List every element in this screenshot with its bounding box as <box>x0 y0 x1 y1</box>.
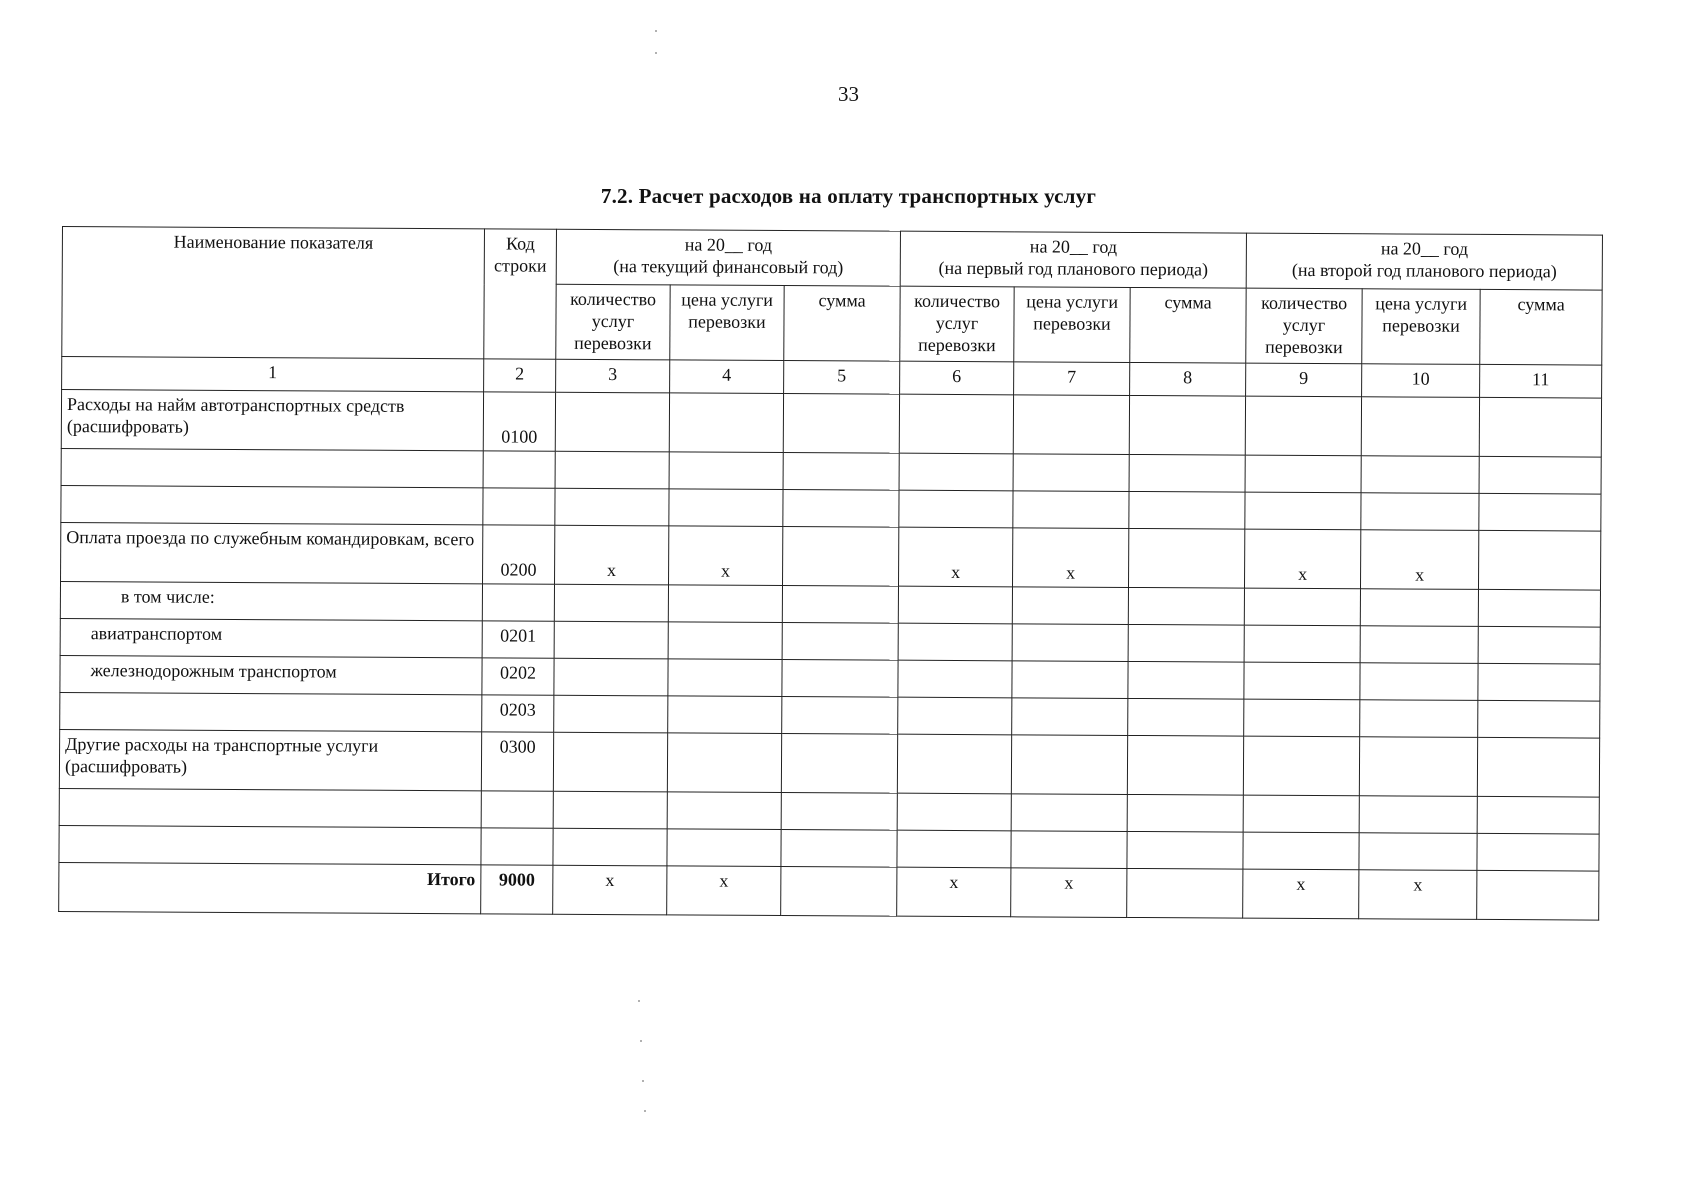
row-name <box>59 788 481 827</box>
data-cell[interactable]: x <box>897 867 1011 917</box>
data-cell[interactable] <box>1011 794 1127 832</box>
column-number: 9 <box>1246 363 1362 397</box>
data-cell[interactable] <box>1479 530 1601 590</box>
data-cell[interactable] <box>1244 625 1360 663</box>
total-label: Итого <box>59 862 481 913</box>
data-cell[interactable] <box>1128 661 1244 699</box>
row-name <box>61 448 483 487</box>
data-cell[interactable] <box>669 452 783 490</box>
data-cell[interactable]: x <box>1243 869 1359 919</box>
data-cell[interactable] <box>1477 796 1599 834</box>
column-number: 11 <box>1480 364 1602 398</box>
data-cell[interactable] <box>1244 588 1360 626</box>
data-cell[interactable] <box>781 793 897 831</box>
data-cell[interactable] <box>1013 491 1129 529</box>
data-cell[interactable] <box>668 696 782 734</box>
data-cell[interactable] <box>1244 662 1360 700</box>
subheader-quantity: количество услуг перевозки <box>556 284 670 360</box>
report-table-wrapper <box>58 226 1602 921</box>
data-cell[interactable] <box>1360 663 1478 701</box>
table-row <box>59 729 1599 797</box>
column-number: 10 <box>1362 364 1480 398</box>
data-cell[interactable] <box>783 490 899 528</box>
header-period-current <box>556 229 900 286</box>
data-cell[interactable] <box>898 586 1012 624</box>
subheader-price: цена услуги перевозки <box>1014 287 1130 363</box>
row-code: 0300 <box>481 732 553 791</box>
subheader-price: цена услуги перевозки <box>1362 289 1480 365</box>
data-cell[interactable] <box>1479 493 1601 531</box>
data-cell[interactable] <box>1478 626 1600 664</box>
row-name: в том числе: <box>60 581 482 620</box>
column-number: 7 <box>1014 362 1130 396</box>
subheader-sum: сумма <box>784 286 900 362</box>
row-code <box>483 451 555 488</box>
column-number: 5 <box>784 361 900 395</box>
data-cell[interactable] <box>782 586 898 624</box>
subheader-price: цена услуги перевозки <box>670 285 784 361</box>
scan-speck <box>655 30 657 32</box>
data-cell[interactable] <box>1359 833 1477 871</box>
data-cell[interactable] <box>1478 589 1600 627</box>
data-cell[interactable] <box>1243 832 1359 870</box>
data-cell[interactable] <box>1245 396 1361 456</box>
row-code: 0202 <box>482 658 554 695</box>
row-code <box>481 791 553 828</box>
page-number: 33 <box>838 82 859 106</box>
row-code: 0200 <box>483 525 555 584</box>
row-code <box>483 488 555 525</box>
data-cell[interactable] <box>1360 700 1478 738</box>
row-name: Другие расходы на транспортные услуги (расшифровать) <box>59 729 481 790</box>
row-name: железнодорожным транспортом <box>60 655 482 694</box>
header-indicator-name: Наименование показателя <box>62 227 485 359</box>
data-cell[interactable] <box>1012 587 1128 625</box>
data-cell[interactable]: x <box>667 866 781 916</box>
scan-speck <box>655 52 657 54</box>
column-number: 1 <box>62 357 484 392</box>
data-cell[interactable] <box>1477 833 1599 871</box>
period-first-desc: (на первый год планового периода) <box>938 257 1209 280</box>
data-cell[interactable] <box>554 584 668 622</box>
period-second-year: на 20__ год <box>1380 238 1469 259</box>
data-cell[interactable] <box>1244 699 1360 737</box>
data-cell[interactable] <box>899 394 1013 454</box>
data-cell[interactable] <box>781 830 897 868</box>
row-name <box>61 485 483 524</box>
period-current-desc: (на текущий финансовый год) <box>613 256 844 278</box>
data-cell[interactable] <box>781 867 897 917</box>
row-name <box>59 825 481 864</box>
data-cell[interactable] <box>898 623 1012 661</box>
data-cell[interactable] <box>554 658 668 696</box>
data-cell[interactable] <box>555 488 669 526</box>
row-code <box>481 828 553 865</box>
data-cell[interactable] <box>553 732 667 792</box>
data-cell[interactable] <box>1360 589 1478 627</box>
data-cell[interactable] <box>555 392 669 452</box>
period-second-desc: (на второй год планового периода) <box>1291 259 1557 282</box>
data-cell[interactable] <box>554 695 668 733</box>
data-cell[interactable] <box>667 733 781 793</box>
data-cell[interactable] <box>1479 397 1601 457</box>
data-cell[interactable] <box>1478 663 1600 701</box>
column-number: 4 <box>670 360 784 394</box>
total-code: 9000 <box>481 865 553 914</box>
data-cell[interactable] <box>1129 491 1245 529</box>
data-cell[interactable] <box>782 660 898 698</box>
data-cell[interactable] <box>897 830 1011 868</box>
subheader-quantity: количество услуг перевозки <box>1246 288 1362 364</box>
column-number: 6 <box>900 361 1014 395</box>
period-current-year: на 20__ год <box>684 234 773 255</box>
data-cell[interactable] <box>1243 795 1359 833</box>
data-cell[interactable] <box>1013 395 1129 455</box>
data-cell[interactable] <box>1361 456 1479 494</box>
data-cell[interactable] <box>668 622 782 660</box>
row-name: Оплата проезда по служебным командировкам, всего <box>61 522 483 583</box>
data-cell[interactable] <box>898 697 1012 735</box>
column-number: 3 <box>556 359 670 393</box>
column-number: 8 <box>1130 362 1246 396</box>
data-cell[interactable] <box>897 793 1011 831</box>
table-row <box>61 390 1601 458</box>
data-cell[interactable]: x <box>553 865 667 915</box>
data-cell[interactable]: x <box>1361 530 1479 590</box>
data-cell[interactable]: x <box>555 525 669 585</box>
row-name: Расходы на найм автотранспортных средств (расшифровать) <box>61 390 483 451</box>
data-cell[interactable] <box>1361 493 1479 531</box>
data-cell[interactable] <box>1359 796 1477 834</box>
data-cell[interactable] <box>668 659 782 697</box>
data-cell[interactable] <box>1479 456 1601 494</box>
data-cell[interactable]: x <box>1245 529 1361 589</box>
data-cell[interactable] <box>1129 395 1245 455</box>
header-period-second-plan <box>1246 233 1602 290</box>
data-cell[interactable] <box>1128 698 1244 736</box>
data-cell[interactable] <box>1013 454 1129 492</box>
data-cell[interactable] <box>1128 587 1244 625</box>
header-row-code: Код строки <box>484 229 557 359</box>
header-period-first-plan <box>900 231 1246 288</box>
transport-expenses-table <box>58 226 1603 921</box>
data-cell[interactable] <box>1477 870 1599 920</box>
row-code: 0201 <box>482 621 554 658</box>
column-number: 2 <box>484 359 556 392</box>
data-cell[interactable] <box>1478 700 1600 738</box>
scan-speck <box>640 1040 642 1042</box>
data-cell[interactable] <box>1245 492 1361 530</box>
row-code: 0100 <box>483 392 555 451</box>
data-cell[interactable] <box>898 660 1012 698</box>
data-cell[interactable]: x <box>1359 870 1477 920</box>
document-title: 7.2. Расчет расходов на оплату транспортных услуг <box>600 184 1097 208</box>
data-cell[interactable] <box>783 394 899 454</box>
data-cell[interactable] <box>667 792 781 830</box>
scan-speck <box>644 1110 646 1112</box>
data-cell[interactable] <box>783 527 899 587</box>
total-row <box>59 862 1599 920</box>
data-cell[interactable] <box>899 453 1013 491</box>
data-cell[interactable]: x <box>669 526 783 586</box>
subheader-sum: сумма <box>1480 289 1602 365</box>
data-cell[interactable] <box>1127 831 1243 869</box>
data-cell[interactable] <box>1127 794 1243 832</box>
data-cell[interactable] <box>1129 528 1245 588</box>
data-cell[interactable] <box>782 623 898 661</box>
data-cell[interactable] <box>1359 737 1477 797</box>
data-cell[interactable] <box>1011 735 1127 795</box>
data-cell[interactable] <box>553 791 667 829</box>
data-cell[interactable] <box>553 828 667 866</box>
data-cell[interactable] <box>1012 624 1128 662</box>
data-cell[interactable] <box>1243 736 1359 796</box>
data-cell[interactable] <box>899 490 1013 528</box>
scan-speck <box>638 1000 640 1002</box>
data-cell[interactable] <box>669 489 783 527</box>
row-code <box>482 584 554 621</box>
period-first-year: на 20__ год <box>1029 236 1118 257</box>
data-cell[interactable] <box>1477 737 1599 797</box>
data-cell[interactable] <box>1360 626 1478 664</box>
data-cell[interactable] <box>1127 735 1243 795</box>
table-row <box>61 522 1601 590</box>
data-cell[interactable] <box>783 453 899 491</box>
row-code: 0203 <box>482 695 554 732</box>
data-cell[interactable] <box>782 697 898 735</box>
subheader-quantity: количество услуг перевозки <box>900 286 1014 362</box>
data-cell[interactable] <box>781 734 897 794</box>
data-cell[interactable] <box>897 734 1011 794</box>
data-cell[interactable] <box>1012 661 1128 699</box>
data-cell[interactable]: x <box>899 527 1013 587</box>
data-cell[interactable] <box>1361 397 1479 457</box>
data-cell[interactable] <box>669 393 783 453</box>
data-cell[interactable] <box>555 451 669 489</box>
row-name <box>60 692 482 731</box>
data-cell[interactable] <box>1011 831 1127 869</box>
data-cell[interactable]: x <box>1011 868 1127 918</box>
subheader-sum: сумма <box>1130 287 1246 363</box>
scan-speck <box>642 1080 644 1082</box>
data-cell[interactable]: x <box>1013 528 1129 588</box>
data-cell[interactable] <box>668 585 782 623</box>
data-cell[interactable] <box>667 829 781 867</box>
row-name: авиатранспортом <box>60 618 482 657</box>
data-cell[interactable] <box>1129 454 1245 492</box>
data-cell[interactable] <box>1127 868 1243 918</box>
data-cell[interactable] <box>1012 698 1128 736</box>
data-cell[interactable] <box>1245 455 1361 493</box>
data-cell[interactable] <box>1128 624 1244 662</box>
data-cell[interactable] <box>554 621 668 659</box>
